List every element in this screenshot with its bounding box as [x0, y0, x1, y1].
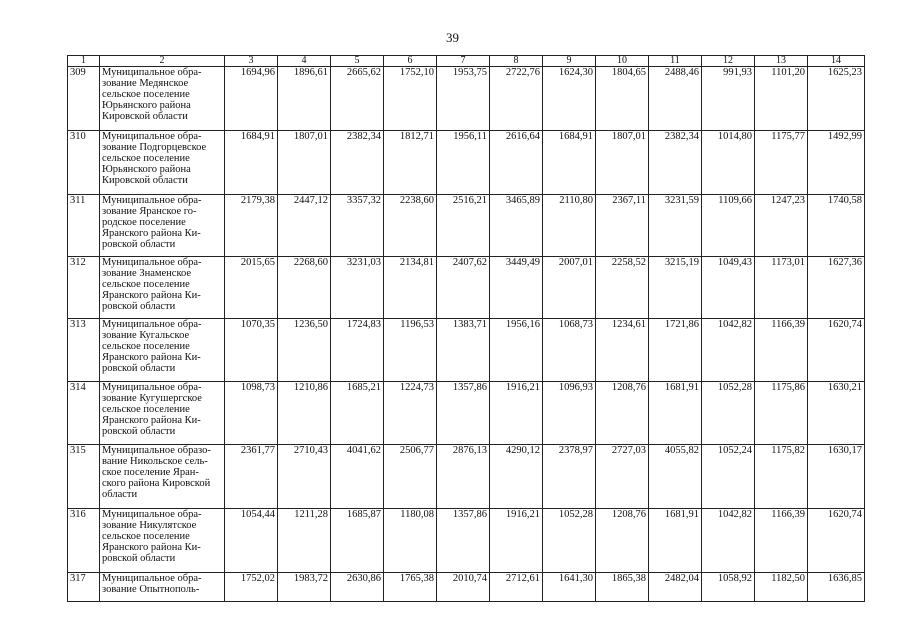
column-header: 7	[437, 56, 490, 67]
municipality-name-line: Кировской области	[102, 111, 188, 122]
municipality-name-line: ское поселение Яран-	[102, 467, 199, 478]
municipality-name-line: сельское поселение	[102, 89, 190, 100]
value-cell: 1101,20	[755, 67, 808, 131]
value-cell: 4055,82	[649, 445, 702, 509]
row-number: 314	[68, 382, 100, 445]
table-row	[68, 573, 865, 602]
municipality-name-line: зование Никулятское	[102, 520, 197, 531]
value-cell: 1208,76	[596, 382, 649, 445]
municipality-name-line: зование Кугальское	[102, 330, 190, 341]
municipality-name-line: Яранского района Ки-	[102, 415, 201, 426]
municipality-name-line: зование Яранское го-	[102, 206, 197, 217]
column-header: 12	[702, 56, 755, 67]
column-header: 1	[68, 56, 100, 67]
value-cell: 1620,74	[808, 509, 865, 573]
municipality-name-line: области	[102, 489, 138, 500]
row-number: 316	[68, 509, 100, 573]
value-cell: 2630,86	[331, 573, 384, 602]
value-cell: 1166,39	[755, 319, 808, 382]
municipality-name	[100, 319, 225, 382]
value-cell: 2447,12	[278, 195, 331, 257]
value-cell: 1014,80	[702, 131, 755, 195]
municipality-name-line: Муниципальное обра-	[102, 573, 202, 584]
table-body	[68, 67, 865, 602]
value-cell: 1636,85	[808, 573, 865, 602]
value-cell: 3465,89	[490, 195, 543, 257]
municipality-name-line: Яранского района Ки-	[102, 352, 201, 363]
column-header: 6	[384, 56, 437, 67]
municipality-name-line: ровской области	[102, 363, 176, 374]
value-cell: 2722,76	[490, 67, 543, 131]
value-cell: 2007,01	[543, 257, 596, 319]
value-cell: 1641,30	[543, 573, 596, 602]
municipality-name-line: ровской области	[102, 301, 176, 312]
value-cell: 1865,38	[596, 573, 649, 602]
value-cell: 1175,82	[755, 445, 808, 509]
value-cell: 1681,91	[649, 509, 702, 573]
value-cell: 1624,30	[543, 67, 596, 131]
value-cell: 1627,36	[808, 257, 865, 319]
value-cell: 2382,34	[649, 131, 702, 195]
table-row	[68, 445, 865, 509]
value-cell: 2258,52	[596, 257, 649, 319]
municipality-name-line: Яранского района Ки-	[102, 228, 201, 239]
municipality-name-line: ского района Кировской	[102, 478, 211, 489]
value-cell: 1357,86	[437, 382, 490, 445]
value-cell: 1236,50	[278, 319, 331, 382]
value-cell: 1042,82	[702, 319, 755, 382]
value-cell: 2516,21	[437, 195, 490, 257]
value-cell: 1625,23	[808, 67, 865, 131]
value-cell: 2665,62	[331, 67, 384, 131]
value-cell: 1953,75	[437, 67, 490, 131]
value-cell: 1721,86	[649, 319, 702, 382]
value-cell: 2482,04	[649, 573, 702, 602]
value-cell: 1916,21	[490, 382, 543, 445]
value-cell: 1684,91	[543, 131, 596, 195]
value-cell: 1211,28	[278, 509, 331, 573]
value-cell: 2367,11	[596, 195, 649, 257]
value-cell: 2710,43	[278, 445, 331, 509]
value-cell: 1096,93	[543, 382, 596, 445]
municipality-name	[100, 382, 225, 445]
value-cell: 1182,50	[755, 573, 808, 602]
value-cell: 2361,77	[225, 445, 278, 509]
value-cell: 1054,44	[225, 509, 278, 573]
value-cell: 1052,28	[543, 509, 596, 573]
municipality-name-line: Муниципальное обра-	[102, 67, 202, 78]
column-header: 5	[331, 56, 384, 67]
row-number: 315	[68, 445, 100, 509]
municipality-name	[100, 445, 225, 509]
value-cell: 1070,35	[225, 319, 278, 382]
table-row	[68, 509, 865, 573]
column-header: 11	[649, 56, 702, 67]
municipality-name-line: Муниципальное обра-	[102, 319, 202, 330]
municipality-name-line: Муниципальное образо-	[102, 445, 211, 456]
row-number: 313	[68, 319, 100, 382]
value-cell: 1098,73	[225, 382, 278, 445]
value-cell: 1166,39	[755, 509, 808, 573]
value-cell: 2134,81	[384, 257, 437, 319]
value-cell: 1724,83	[331, 319, 384, 382]
value-cell: 1175,77	[755, 131, 808, 195]
municipality-name-line: сельское поселение	[102, 153, 190, 164]
municipality-name-line: Муниципальное обра-	[102, 131, 202, 142]
municipality-name-line: сельское поселение	[102, 531, 190, 542]
value-cell: 2110,80	[543, 195, 596, 257]
value-cell: 4290,12	[490, 445, 543, 509]
value-cell: 1052,28	[702, 382, 755, 445]
value-cell: 1740,58	[808, 195, 865, 257]
value-cell: 2015,65	[225, 257, 278, 319]
value-cell: 1752,10	[384, 67, 437, 131]
value-cell: 1175,86	[755, 382, 808, 445]
value-cell: 3449,49	[490, 257, 543, 319]
value-cell: 1752,02	[225, 573, 278, 602]
value-cell: 1208,76	[596, 509, 649, 573]
municipality-name-line: зование Медянское	[102, 78, 189, 89]
value-cell: 1247,23	[755, 195, 808, 257]
table-row	[68, 131, 865, 195]
municipality-name-line: зование Знаменское	[102, 268, 192, 279]
municipality-name	[100, 67, 225, 131]
value-cell: 1173,01	[755, 257, 808, 319]
row-number: 309	[68, 67, 100, 131]
municipality-name-line: Яранского района Ки-	[102, 542, 201, 553]
value-cell: 2727,03	[596, 445, 649, 509]
table-row	[68, 195, 865, 257]
municipality-name-line: Юрьянского района	[102, 100, 191, 111]
value-cell: 2010,74	[437, 573, 490, 602]
value-cell: 1383,71	[437, 319, 490, 382]
value-cell: 1896,61	[278, 67, 331, 131]
municipality-name-line: сельское поселение	[102, 279, 190, 290]
value-cell: 1492,99	[808, 131, 865, 195]
municipality-name-line: Муниципальное обра-	[102, 509, 202, 520]
value-cell: 1234,61	[596, 319, 649, 382]
value-cell: 4041,62	[331, 445, 384, 509]
column-header: 14	[808, 56, 865, 67]
value-cell: 1224,73	[384, 382, 437, 445]
column-header: 9	[543, 56, 596, 67]
value-cell: 1807,01	[278, 131, 331, 195]
value-cell: 2407,62	[437, 257, 490, 319]
value-cell: 1109,66	[702, 195, 755, 257]
value-cell: 1068,73	[543, 319, 596, 382]
value-cell: 2378,97	[543, 445, 596, 509]
value-cell: 3215,19	[649, 257, 702, 319]
municipality-name-line: сельское поселение	[102, 404, 190, 415]
column-header: 3	[225, 56, 278, 67]
value-cell: 1180,08	[384, 509, 437, 573]
row-number: 310	[68, 131, 100, 195]
value-cell: 1049,43	[702, 257, 755, 319]
value-cell: 1983,72	[278, 573, 331, 602]
municipality-name-line: Юрьянского района	[102, 164, 191, 175]
value-cell: 1812,71	[384, 131, 437, 195]
column-header: 2	[100, 56, 225, 67]
value-cell: 1956,16	[490, 319, 543, 382]
column-header: 4	[278, 56, 331, 67]
data-table	[67, 55, 865, 602]
column-header: 8	[490, 56, 543, 67]
value-cell: 2712,61	[490, 573, 543, 602]
table-row	[68, 382, 865, 445]
table-row	[68, 319, 865, 382]
municipality-name-line: Яранского района Ки-	[102, 290, 201, 301]
value-cell: 2876,13	[437, 445, 490, 509]
municipality-name-line: сельское поселение	[102, 341, 190, 352]
value-cell: 1620,74	[808, 319, 865, 382]
value-cell: 1042,82	[702, 509, 755, 573]
value-cell: 1685,87	[331, 509, 384, 573]
value-cell: 2616,64	[490, 131, 543, 195]
value-cell: 1804,65	[596, 67, 649, 131]
municipality-name-line: ровской области	[102, 239, 176, 250]
column-header: 10	[596, 56, 649, 67]
page-number: 39	[446, 30, 459, 45]
value-cell: 2382,34	[331, 131, 384, 195]
municipality-name-line: зование Опытнополь-	[102, 584, 200, 595]
municipality-name-line: Кировской области	[102, 175, 188, 186]
value-cell: 1630,17	[808, 445, 865, 509]
column-header: 13	[755, 56, 808, 67]
municipality-name	[100, 509, 225, 573]
value-cell: 2488,46	[649, 67, 702, 131]
row-number: 317	[68, 573, 100, 602]
row-number: 312	[68, 257, 100, 319]
value-cell: 1807,01	[596, 131, 649, 195]
municipality-name	[100, 257, 225, 319]
value-cell: 3357,32	[331, 195, 384, 257]
value-cell: 3231,03	[331, 257, 384, 319]
municipality-name	[100, 573, 225, 602]
value-cell: 2179,38	[225, 195, 278, 257]
value-cell: 2238,60	[384, 195, 437, 257]
value-cell: 1052,24	[702, 445, 755, 509]
municipality-name-line: ровской области	[102, 426, 176, 437]
municipality-name-line: родское поселение	[102, 217, 186, 228]
value-cell: 1685,21	[331, 382, 384, 445]
value-cell: 1956,11	[437, 131, 490, 195]
value-cell: 1694,96	[225, 67, 278, 131]
value-cell: 1916,21	[490, 509, 543, 573]
row-number: 311	[68, 195, 100, 257]
value-cell: 3231,59	[649, 195, 702, 257]
municipality-name-line: вание Никольское сель-	[102, 456, 208, 467]
municipality-name	[100, 195, 225, 257]
value-cell: 1681,91	[649, 382, 702, 445]
municipality-name-line: ровской области	[102, 553, 176, 564]
municipality-name	[100, 131, 225, 195]
municipality-name-line: Муниципальное обра-	[102, 257, 202, 268]
table-row	[68, 67, 865, 131]
municipality-name-line: Муниципальное обра-	[102, 195, 202, 206]
value-cell: 2268,60	[278, 257, 331, 319]
municipality-name-line: зование Подгорцевское	[102, 142, 207, 153]
value-cell: 1357,86	[437, 509, 490, 573]
value-cell: 1196,53	[384, 319, 437, 382]
value-cell: 1630,21	[808, 382, 865, 445]
value-cell: 1058,92	[702, 573, 755, 602]
table-header	[68, 56, 865, 67]
value-cell: 1684,91	[225, 131, 278, 195]
municipality-name-line: зование Кугушергское	[102, 393, 202, 404]
municipality-name-line: Муниципальное обра-	[102, 382, 202, 393]
value-cell: 1210,86	[278, 382, 331, 445]
value-cell: 2506,77	[384, 445, 437, 509]
value-cell: 1765,38	[384, 573, 437, 602]
value-cell: 991,93	[702, 67, 755, 131]
table-row	[68, 257, 865, 319]
